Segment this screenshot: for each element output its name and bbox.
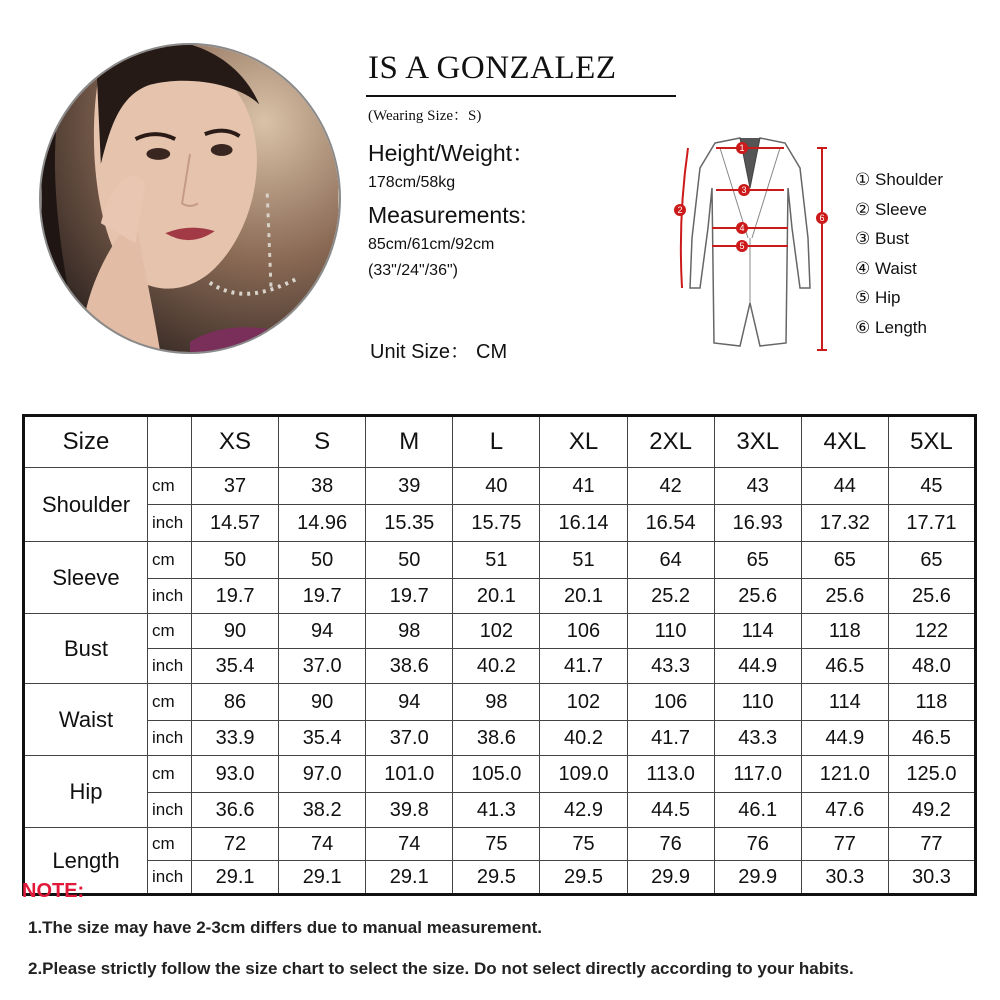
- table-cell: 20.1: [453, 579, 540, 614]
- size-header: 3XL: [714, 416, 801, 468]
- table-cell: 105.0: [453, 756, 540, 793]
- measurements-cm: 85cm/61cm/92cm: [368, 236, 495, 253]
- table-cell: 44.9: [801, 721, 888, 756]
- table-cell: 29.1: [366, 861, 453, 895]
- table-cell: 50: [279, 542, 366, 579]
- table-cell: 33.9: [192, 721, 279, 756]
- table-cell: 76: [714, 828, 801, 861]
- note-item: 1.The size may have 2-3cm differs due to manual measurement.: [28, 918, 542, 937]
- legend-label: Length: [874, 317, 927, 337]
- unit-label: inch: [148, 505, 192, 542]
- table-cell: 38.2: [279, 793, 366, 828]
- measure-label: Length: [24, 828, 148, 895]
- legend-label: Shoulder: [874, 170, 944, 189]
- legend-number: ②: [855, 199, 871, 219]
- table-cell: 114: [801, 684, 888, 721]
- table-cell: 76: [627, 828, 714, 861]
- unit-label: cm: [148, 542, 192, 579]
- model-portrait-image: [41, 45, 339, 352]
- height-weight-label: Height/Weight：: [368, 140, 536, 166]
- table-cell: 45: [888, 468, 975, 505]
- measurement-legend: [855, 170, 943, 347]
- unit-label: cm: [148, 684, 192, 721]
- table-cell: 113.0: [627, 756, 714, 793]
- unit-label: cm: [148, 828, 192, 861]
- legend-item-bust: [855, 229, 943, 259]
- table-cell: 40.2: [453, 649, 540, 684]
- table-cell: 38.6: [453, 721, 540, 756]
- table-cell: 72: [192, 828, 279, 861]
- table-cell: 118: [888, 684, 975, 721]
- table-cell: 40.2: [540, 721, 627, 756]
- unit-label: inch: [148, 649, 192, 684]
- table-cell: 41.7: [540, 649, 627, 684]
- measure-label: Waist: [24, 684, 148, 756]
- legend-number: ①: [855, 170, 871, 189]
- table-cell: 39: [366, 468, 453, 505]
- table-cell: 35.4: [192, 649, 279, 684]
- table-cell: 118: [801, 614, 888, 649]
- table-cell: 25.6: [888, 579, 975, 614]
- table-cell: 97.0: [279, 756, 366, 793]
- table-cell: 90: [192, 614, 279, 649]
- table-cell: 25.6: [801, 579, 888, 614]
- table-row: [24, 721, 976, 756]
- legend-number: ③: [855, 229, 871, 248]
- table-cell: 29.1: [279, 861, 366, 895]
- table-cell: 102: [540, 684, 627, 721]
- table-cell: 38: [279, 468, 366, 505]
- table-cell: 86: [192, 684, 279, 721]
- svg-text:1: 1: [739, 143, 745, 153]
- unit-label: inch: [148, 579, 192, 614]
- table-cell: 51: [453, 542, 540, 579]
- unit-size: [370, 335, 507, 364]
- brand-name: IS A GONZALEZ: [368, 50, 617, 86]
- size-corner-label: Size: [24, 416, 148, 468]
- table-cell: 15.35: [366, 505, 453, 542]
- table-cell: 19.7: [366, 579, 453, 614]
- height-weight-value: 178cm/58kg: [368, 174, 456, 191]
- table-cell: 75: [540, 828, 627, 861]
- table-cell: 15.75: [453, 505, 540, 542]
- legend-label: Bust: [874, 229, 910, 248]
- table-cell: 30.3: [888, 861, 975, 895]
- table-cell: 25.6: [714, 579, 801, 614]
- table-cell: 75: [453, 828, 540, 861]
- table-cell: 38.6: [366, 649, 453, 684]
- table-cell: 20.1: [540, 579, 627, 614]
- table-row: [24, 684, 976, 721]
- table-cell: 41.3: [453, 793, 540, 828]
- table-cell: 30.3: [801, 861, 888, 895]
- table-cell: 37.0: [366, 721, 453, 756]
- note-title: NOTE:: [22, 880, 85, 902]
- table-cell: 94: [279, 614, 366, 649]
- table-cell: 43: [714, 468, 801, 505]
- svg-text:3: 3: [741, 185, 747, 195]
- table-cell: 29.9: [714, 861, 801, 895]
- table-cell: 42: [627, 468, 714, 505]
- table-cell: 29.9: [627, 861, 714, 895]
- size-header: L: [453, 416, 540, 468]
- table-row: [24, 542, 976, 579]
- table-cell: 29.5: [453, 861, 540, 895]
- svg-text:4: 4: [739, 223, 745, 233]
- table-cell: 65: [888, 542, 975, 579]
- table-cell: 41.7: [627, 721, 714, 756]
- table-cell: 122: [888, 614, 975, 649]
- table-cell: 46.5: [801, 649, 888, 684]
- table-row: [24, 861, 976, 895]
- table-cell: 19.7: [279, 579, 366, 614]
- table-cell: 117.0: [714, 756, 801, 793]
- table-cell: 93.0: [192, 756, 279, 793]
- table-cell: 106: [540, 614, 627, 649]
- measure-label: Bust: [24, 614, 148, 684]
- legend-item-sleeve: [855, 200, 943, 230]
- legend-number: ④: [855, 258, 871, 278]
- legend-item-length: [855, 318, 943, 348]
- table-cell: 25.2: [627, 579, 714, 614]
- table-cell: 41: [540, 468, 627, 505]
- svg-text:5: 5: [739, 241, 745, 251]
- legend-item-hip: [855, 288, 943, 318]
- table-cell: 47.6: [801, 793, 888, 828]
- legend-number: ⑤: [855, 288, 871, 307]
- table-cell: 43.3: [714, 721, 801, 756]
- table-cell: 17.71: [888, 505, 975, 542]
- table-row: [24, 756, 976, 793]
- table-cell: 50: [192, 542, 279, 579]
- table-cell: 51: [540, 542, 627, 579]
- table-cell: 17.32: [801, 505, 888, 542]
- table-cell: 101.0: [366, 756, 453, 793]
- table-row: [24, 579, 976, 614]
- table-cell: 110: [627, 614, 714, 649]
- table-cell: 44.5: [627, 793, 714, 828]
- table-cell: 39.8: [366, 793, 453, 828]
- unit-label: cm: [148, 614, 192, 649]
- note-item: 2.Please strictly follow the size chart to select the size. Do not select directly according to your habits.: [28, 959, 854, 978]
- table-cell: 74: [366, 828, 453, 861]
- table-cell: 98: [453, 684, 540, 721]
- table-row: [24, 614, 976, 649]
- unit-label: inch: [148, 861, 192, 895]
- table-row: [24, 505, 976, 542]
- table-cell: 48.0: [888, 649, 975, 684]
- size-header: M: [366, 416, 453, 468]
- table-cell: 35.4: [279, 721, 366, 756]
- legend-number: ⑥: [855, 317, 871, 337]
- svg-text:6: 6: [819, 213, 825, 223]
- table-cell: 19.7: [192, 579, 279, 614]
- wearing-size: (Wearing Size：S): [368, 108, 482, 124]
- table-cell: 109.0: [540, 756, 627, 793]
- model-portrait: [39, 43, 341, 354]
- size-header: XS: [192, 416, 279, 468]
- table-cell: 77: [801, 828, 888, 861]
- table-cell: 46.1: [714, 793, 801, 828]
- measure-label: Shoulder: [24, 468, 148, 542]
- table-cell: 16.93: [714, 505, 801, 542]
- table-cell: 36.6: [192, 793, 279, 828]
- garment-svg: [660, 128, 840, 358]
- table-cell: 49.2: [888, 793, 975, 828]
- legend-label: Hip: [874, 288, 901, 307]
- table-cell: 16.14: [540, 505, 627, 542]
- table-cell: 29.1: [192, 861, 279, 895]
- table-cell: 43.3: [627, 649, 714, 684]
- table-cell: 14.57: [192, 505, 279, 542]
- table-cell: 37: [192, 468, 279, 505]
- unit-header-blank: [148, 416, 192, 468]
- measure-label: Hip: [24, 756, 148, 828]
- table-cell: 65: [714, 542, 801, 579]
- unit-size-value: CM: [476, 341, 508, 363]
- table-cell: 98: [366, 614, 453, 649]
- unit-label: inch: [148, 793, 192, 828]
- unit-size-label: Unit Size：: [370, 341, 471, 363]
- table-cell: 64: [627, 542, 714, 579]
- brand-underline: [366, 95, 676, 97]
- unit-label: cm: [148, 468, 192, 505]
- size-header: 5XL: [888, 416, 975, 468]
- table-row: [24, 468, 976, 505]
- unit-label: cm: [148, 756, 192, 793]
- table-cell: 102: [453, 614, 540, 649]
- size-header: 4XL: [801, 416, 888, 468]
- garment-diagram: [660, 128, 840, 358]
- measurements-label: Measurements:: [368, 202, 527, 228]
- unit-label: inch: [148, 721, 192, 756]
- table-cell: 42.9: [540, 793, 627, 828]
- table-cell: 50: [366, 542, 453, 579]
- table-row: [24, 828, 976, 861]
- size-header: 2XL: [627, 416, 714, 468]
- size-header: S: [279, 416, 366, 468]
- table-cell: 125.0: [888, 756, 975, 793]
- table-cell: 65: [801, 542, 888, 579]
- table-cell: 114: [714, 614, 801, 649]
- table-cell: 46.5: [888, 721, 975, 756]
- measurements-inch: (33"/24"/36"): [368, 262, 458, 279]
- size-header: XL: [540, 416, 627, 468]
- svg-text:2: 2: [677, 205, 683, 215]
- table-cell: 94: [366, 684, 453, 721]
- size-chart-table: [22, 414, 977, 896]
- table-row: [24, 649, 976, 684]
- table-body: [24, 468, 976, 895]
- legend-label: Waist: [874, 258, 917, 278]
- measure-label: Sleeve: [24, 542, 148, 614]
- table-cell: 74: [279, 828, 366, 861]
- table-cell: 14.96: [279, 505, 366, 542]
- table-cell: 121.0: [801, 756, 888, 793]
- table-header-row: [24, 416, 976, 468]
- table-cell: 16.54: [627, 505, 714, 542]
- legend-label: Sleeve: [874, 199, 927, 219]
- legend-item-waist: [855, 259, 943, 289]
- table-cell: 29.5: [540, 861, 627, 895]
- table-cell: 106: [627, 684, 714, 721]
- table-cell: 77: [888, 828, 975, 861]
- legend-item-shoulder: [855, 170, 943, 200]
- table-cell: 40: [453, 468, 540, 505]
- table-cell: 110: [714, 684, 801, 721]
- table-cell: 37.0: [279, 649, 366, 684]
- table-row: [24, 793, 976, 828]
- table-cell: 44.9: [714, 649, 801, 684]
- table-cell: 44: [801, 468, 888, 505]
- table-cell: 90: [279, 684, 366, 721]
